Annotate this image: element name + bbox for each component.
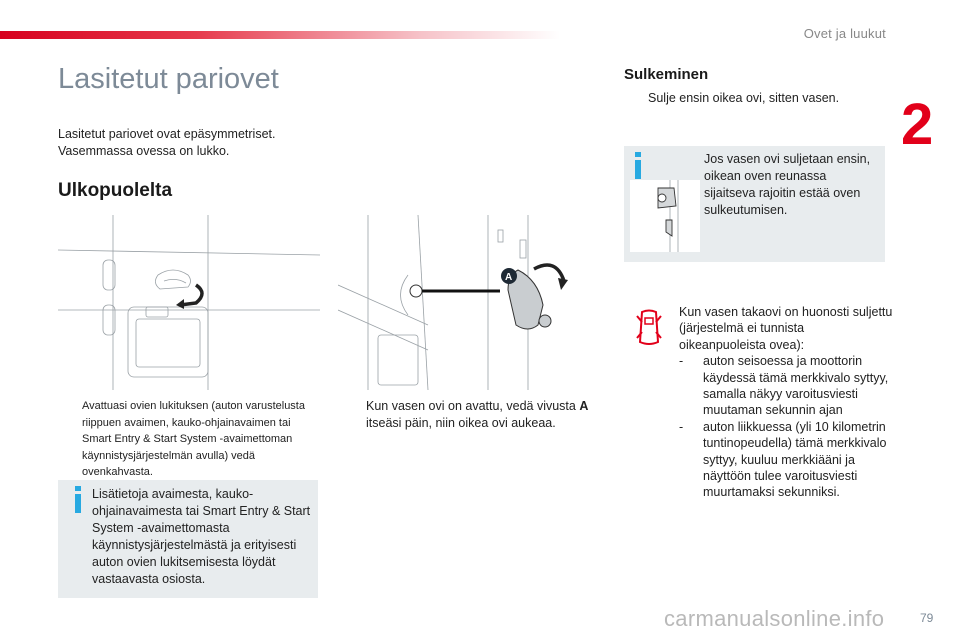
page-title: Lasitetut pariovet (58, 63, 279, 95)
limiter-thumbnail (630, 180, 700, 252)
bullet-kun-vasen (342, 398, 592, 432)
warning-item (679, 419, 893, 501)
warning-text (679, 304, 893, 501)
info-icon (75, 486, 81, 513)
section-name: Ovet ja luukut (803, 26, 886, 41)
bullet-kun-pre: Kun vasen ovi on avattu, vedä vivusta (366, 399, 580, 413)
limiter-drawing (630, 180, 700, 252)
warning-dash: - (679, 354, 684, 369)
heading-sulkeminen: Sulkeminen (624, 66, 709, 83)
watermark: carmanualsonline.info (664, 606, 885, 631)
header-accent-bar (0, 31, 560, 39)
warning-item (679, 353, 893, 419)
intro-text: Lasitetut pariovet ovat epäsymmetriset. Vasemmassa ovessa on lukko. (58, 127, 276, 158)
bullet-glyph (342, 398, 366, 432)
bullet-kun-post: itseäsi päin, niin oikea ovi aukeaa. (366, 416, 556, 430)
bullet-glyph (58, 398, 82, 481)
door-handle-illustration (58, 215, 320, 390)
bullet-avattuasi (58, 398, 320, 481)
info-box-rajoitin (624, 146, 885, 262)
label-a: A (505, 272, 513, 283)
chapter-number: 2 (901, 92, 934, 157)
bullet-kun-text (366, 398, 592, 432)
door-lever-illustration (338, 215, 570, 390)
bullet-kun-bold: A (579, 399, 589, 413)
bullet-glyph (624, 90, 648, 107)
door-lever-drawing (338, 215, 570, 390)
door-exterior-drawing (58, 215, 320, 390)
info-icon (635, 152, 641, 179)
warning-dash: - (679, 419, 684, 434)
heading-ulkopuolelta: Ulkopuolelta (58, 180, 173, 201)
info-box-rajoitin-text: Jos vasen ovi suljetaan ensin, oikean oven reunassa sijaitseva rajoitin estää oven sulkeutumisen. (704, 152, 871, 217)
warning-item-text: auton liikkuessa (yli 10 kilometrin tuntinopeudella) tämä merkkivalo syttyy, kuuluu merkkiääni ja näyttöön tulee varoitusviesti muurtamaksi sekunniksi. (703, 419, 887, 500)
warning-intro: Kun vasen takaovi on huonosti suljettu (järjestelmä ei tunnista oikeanpuoleista ovea): (679, 305, 893, 352)
page-number: 79 (920, 611, 934, 625)
door-open-warning-icon (636, 308, 662, 348)
bullet-avattuasi-text: Avattuasi ovien lukituksen (auton varustelusta riippuen avaimen, kauko-ohjainavaimen tai Smart Entry & Start System -avaimettoman käynnistysjärjestelmän avulla) vedä ovenkahvasta. (82, 400, 305, 478)
info-box-avaimet (58, 480, 318, 598)
bullet-sulje (624, 90, 884, 107)
warning-item-text: auton seisoessa ja moottorin käydessä tämä merkkivalo syttyy, samalla näkyy varoitusviesti muutaman sekunnin ajan (703, 354, 889, 418)
bullet-sulje-text: Sulje ensin oikea ovi, sitten vasen. (648, 91, 840, 105)
info-box-avaimet-text: Lisätietoja avaimesta, kauko-ohjainavaimesta tai Smart Entry & Start System -avaimettomasta käynnistysjärjestelmästä ja erityisesti auton ovien lukitsemisesta löydät vastaavasta osiosta. (92, 487, 311, 586)
